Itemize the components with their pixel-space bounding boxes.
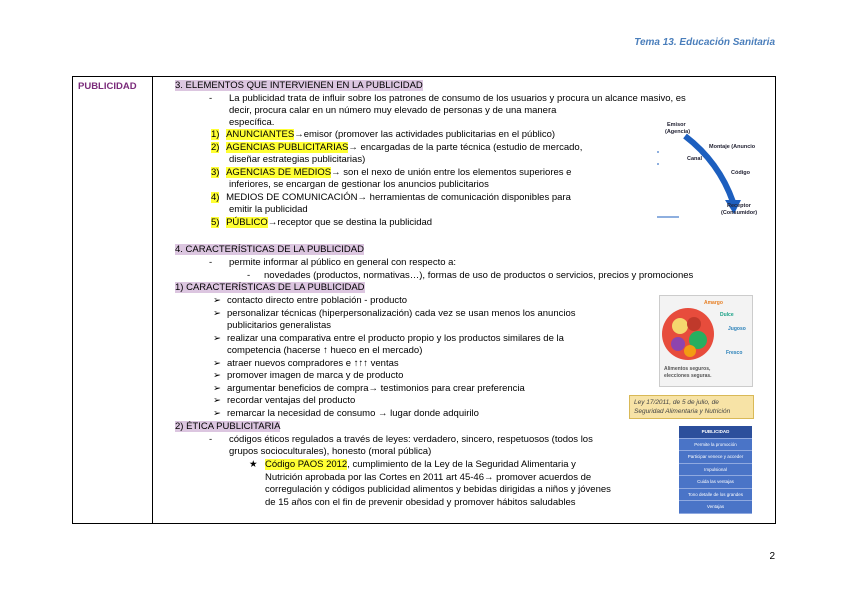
side-label: PUBLICIDAD bbox=[78, 81, 137, 92]
section3-heading: 3. ELEMENTOS QUE INTERVIENEN EN LA PUBLICIDAD bbox=[175, 80, 423, 91]
table-row: Ventajas bbox=[679, 501, 752, 514]
figure-caption: Alimentos seguros, bbox=[664, 366, 711, 372]
section4-line: permite informar al público en general con respecto a: bbox=[229, 257, 457, 268]
content-frame bbox=[72, 76, 776, 524]
figure-label: (Consumidor) bbox=[721, 210, 758, 216]
etica-heading: 2) ÉTICA PUBLICITARIA bbox=[175, 421, 281, 432]
figure-label: Montaje (Anuncio bbox=[709, 144, 756, 150]
food-safety-figure bbox=[659, 295, 753, 387]
figure-caption: elecciones seguras. bbox=[664, 373, 712, 379]
bullet-item: ➢ recordar ventajas del producto bbox=[213, 395, 356, 406]
figure-label: Amargo bbox=[704, 300, 723, 306]
caracteristicas-heading: 1) CARACTERÍSTICAS DE LA PUBLICIDAD bbox=[175, 282, 365, 293]
figure-label: (Agencia) bbox=[665, 129, 691, 135]
figure-label: Jugoso bbox=[728, 326, 746, 332]
etica-line: grupos socioculturales), honesto (moral pública) bbox=[229, 446, 432, 457]
table-row: Cuida las ventajas bbox=[679, 476, 752, 489]
element-item-agencias-medios: 3) AGENCIAS DE MEDIOS→ son el nexo de unión entre los elementos superiores e bbox=[211, 167, 572, 178]
section4-heading: 4. CARACTERÍSTICAS DE LA PUBLICIDAD bbox=[175, 244, 364, 255]
table-header: PUBLICIDAD bbox=[679, 426, 752, 439]
figure-label: Dulce bbox=[720, 312, 734, 318]
table-row: Tono detalle de los grandes bbox=[679, 489, 752, 502]
table-row: Impulsional bbox=[679, 464, 752, 477]
section3-intro-line: La publicidad trata de influir sobre los patrones de consumo de los usuarios y procura un alcance masivo, es bbox=[229, 93, 686, 104]
paos-line: de 15 años con el fin de prevenir obesidad y promover hábitos saludables bbox=[265, 497, 576, 508]
section4-subdash: - bbox=[247, 270, 251, 281]
figure-label: Receptor bbox=[727, 203, 751, 209]
element-item-anunciantes: 1) ANUNCIANTES→emisor (promover las actividades publicitarias en el público) bbox=[211, 129, 556, 140]
section4-dash: - bbox=[209, 257, 213, 268]
communication-process-figure bbox=[657, 122, 770, 222]
communication-arrow-graphic bbox=[657, 122, 770, 222]
paos-line: Código PAOS 2012, cumplimiento de la Ley de la Seguridad Alimentaria y bbox=[265, 459, 576, 470]
figure-label: Canal bbox=[687, 156, 702, 162]
paos-line: Nutrición aprobada por las Cortes en 2011 art 45-46→ promover acuerdos de bbox=[265, 472, 592, 483]
law-reference-figure: Ley 17/2011, de 5 de julio, de Seguridad Alimentaria y Nutrición bbox=[629, 395, 754, 419]
figure-label: Emisor bbox=[667, 122, 686, 128]
bullet-item: ➢ personalizar técnicas (hiperpersonalización) cada vez se usan menos los anuncios bbox=[213, 308, 576, 319]
publicidad-table-figure bbox=[679, 426, 752, 514]
element-item-agencias-publicitarias: 2) AGENCIAS PUBLICITARIAS→ encargadas de la parte técnica (estudio de mercado, bbox=[211, 142, 583, 153]
bullet-item: ➢ realizar una comparativa entre el producto propio y los productos similares de la bbox=[213, 333, 564, 344]
element-item-continuation: emitir la publicidad bbox=[229, 204, 308, 215]
paos-line: corregulación y códigos publicidad alimentos y bebidas dirigidas a niños y jóvenes bbox=[265, 484, 611, 495]
element-item-continuation: inferiores, se encargan de gestionar los anuncios publicitarios bbox=[229, 179, 489, 190]
table-row: Participar venece y acceder bbox=[679, 451, 752, 464]
bullet-continuation: publicitarios generalistas bbox=[227, 320, 332, 331]
section3-intro-dash: - bbox=[209, 93, 213, 104]
section3-intro-line: específica. bbox=[229, 117, 275, 128]
etica-line: códigos éticos regulados a través de leyes: verdadero, sincero, respetuosos (todos los bbox=[229, 434, 593, 445]
section4-line: novedades (productos, normativas…), formas de uso de productos o servicios, precios y promociones bbox=[264, 270, 694, 281]
etica-dash: - bbox=[209, 434, 213, 445]
figure-label: Fresco bbox=[726, 350, 743, 356]
bullet-item: ➢ contacto directo entre población - producto bbox=[213, 295, 408, 306]
bullet-continuation: competencia (hacerse ↑ hueco en el mercado) bbox=[227, 345, 423, 356]
bullet-item: ➢ promover imagen de marca y de producto bbox=[213, 370, 404, 381]
section3-intro-line: decir, procura calar en un número muy elevado de personas y de una manera bbox=[229, 105, 557, 116]
element-item-medios-comunicacion: 4) MEDIOS DE COMUNICACIÓN→ herramientas de comunicación disponibles para bbox=[211, 192, 571, 203]
bullet-item: ➢ argumentar beneficios de compra→ testimonios para crear preferencia bbox=[213, 383, 525, 394]
table-row: Permite la promoción bbox=[679, 439, 752, 452]
bullet-item: ➢ remarcar la necesidad de consumo → lugar donde adquirilo bbox=[213, 408, 479, 419]
page-number: 2 bbox=[769, 551, 775, 562]
page-header-title: Tema 13. Educación Sanitaria bbox=[634, 37, 775, 48]
side-column bbox=[73, 77, 153, 523]
bullet-item: ➢ atraer nuevos compradores e ↑↑↑ ventas bbox=[213, 358, 399, 369]
star-icon: ★ bbox=[249, 459, 258, 470]
element-item-publico: 5) PÚBLICO→receptor que se destina la publicidad bbox=[211, 217, 433, 228]
figure-label: Código bbox=[731, 170, 750, 176]
element-item-continuation: diseñar estrategias publicitarias) bbox=[229, 154, 366, 165]
